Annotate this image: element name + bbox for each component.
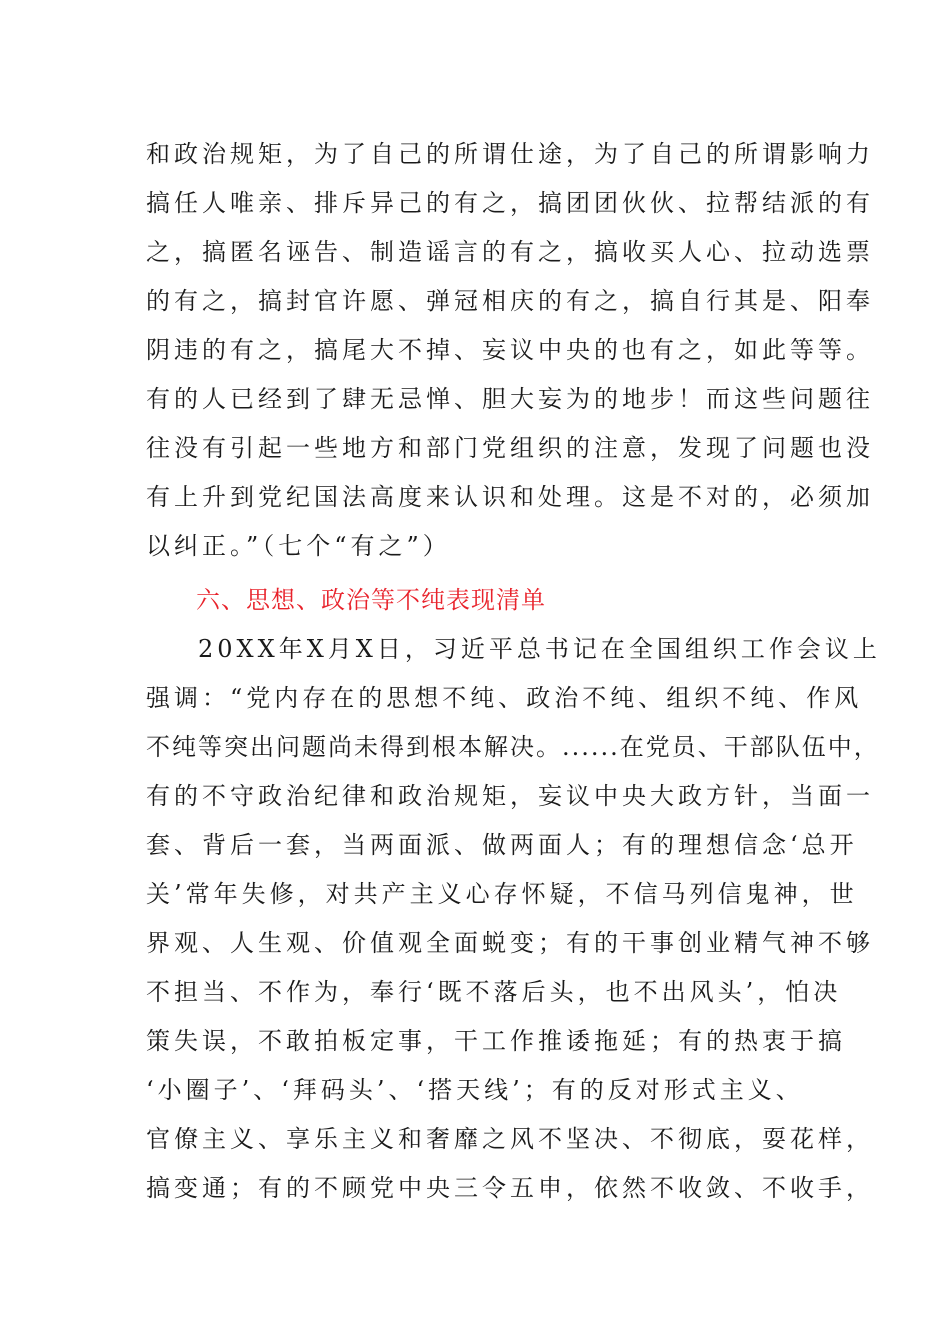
text-line: ‘小圈子’、‘拜码头’、‘搭天线’；有的反对形式主义、 — [146, 1076, 804, 1104]
text-line: 搞任人唯亲、排斥异己的有之，搞团团伙伙、拉帮结派的有 — [146, 189, 874, 217]
text-line: 有上升到党纪国法高度来认识和处理。这是不对的，必须加 — [146, 483, 874, 511]
text-line: 往没有引起一些地方和部门党组织的注意，发现了问题也没 — [146, 434, 874, 462]
text-line: 有的不守政治纪律和政治规矩，妄议中央大政方针，当面一 — [146, 782, 874, 810]
paragraph-seven-youzhi — [146, 130, 874, 571]
text-line: 不纯等突出问题尚未得到根本解决。......在党员、干部队伍中， — [146, 733, 880, 761]
text-line: 20XX年X月X日，习近平总书记在全国组织工作会议上 — [198, 635, 881, 663]
text-line: 强调：“党内存在的思想不纯、政治不纯、组织不纯、作风 — [146, 684, 863, 712]
text-line: 官僚主义、享乐主义和奢靡之风不坚决、不彻底，耍花样， — [146, 1125, 874, 1153]
text-line: 以纠正。”（七个“有之”） — [146, 532, 451, 560]
text-line: 之，搞匿名诬告、制造谣言的有之，搞收买人心、拉动选票 — [146, 238, 874, 266]
text-line: 关’常年失修，对共产主义心存怀疑，不信马列信鬼神，世 — [146, 880, 858, 908]
section-heading: 六、思想、政治等不纯表现清单 — [196, 586, 546, 614]
text-line: 有的人已经到了肆无忌惮、胆大妄为的地步！而这些问题往 — [146, 385, 874, 413]
text-line: 搞变通；有的不顾党中央三令五申，依然不收敛、不收手， — [146, 1174, 874, 1202]
text-line: 界观、人生观、价值观全面蜕变；有的干事创业精气神不够 — [146, 929, 874, 957]
text-line: 的有之，搞封官许愿、弹冠相庆的有之，搞自行其是、阳奉 — [146, 287, 874, 315]
text-line: 和政治规矩，为了自己的所谓仕途，为了自己的所谓影响力 — [146, 140, 874, 168]
text-line: 套、背后一套，当两面派、做两面人；有的理想信念‘总开 — [146, 831, 858, 859]
text-line: 阴违的有之，搞尾大不掉、妄议中央的也有之，如此等等。 — [146, 336, 874, 364]
paragraph-impurity-list — [146, 625, 881, 1213]
text-line: 策失误，不敢拍板定事，干工作推诿拖延；有的热衷于搞 — [146, 1027, 846, 1055]
text-line: 不担当、不作为，奉行‘既不落后头，也不出风头’，怕决 — [146, 978, 842, 1006]
